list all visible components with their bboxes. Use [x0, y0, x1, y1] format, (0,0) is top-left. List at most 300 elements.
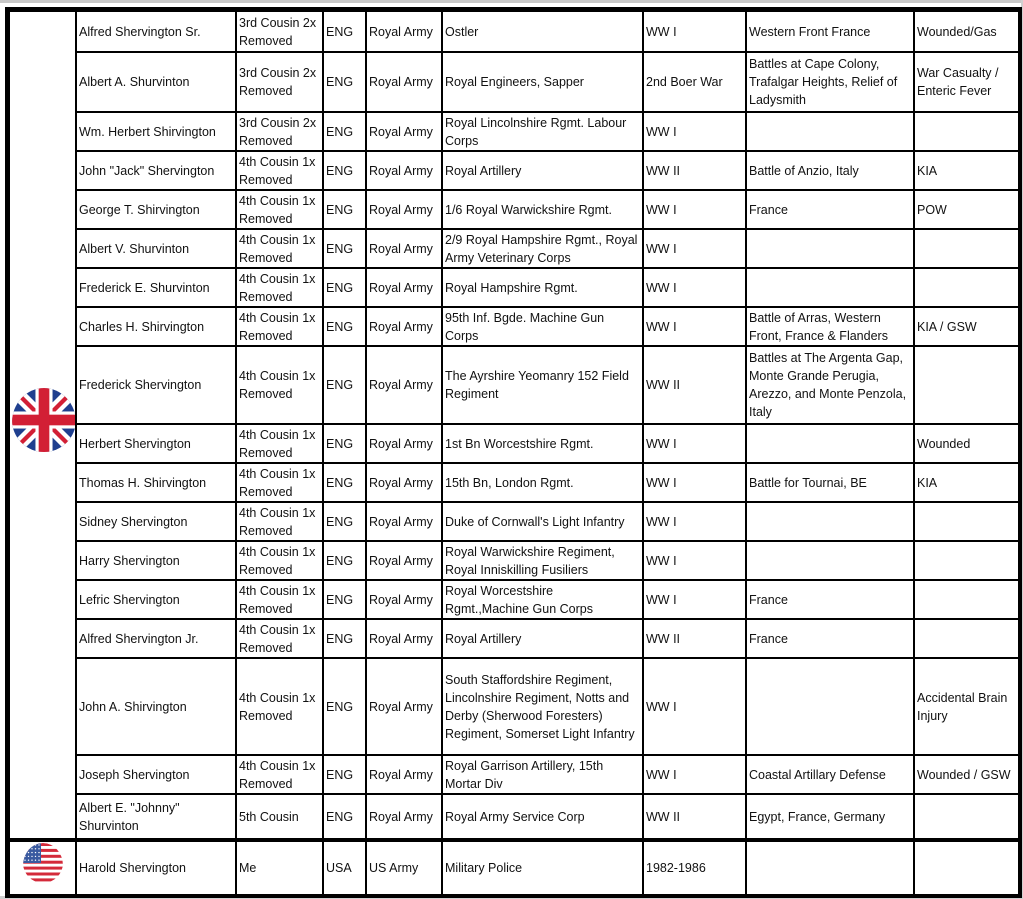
unit-text: 1st Bn Worcestshire Rgmt.	[445, 436, 594, 451]
unit-cell	[442, 755, 643, 794]
unit-text: 15th Bn, London Rgmt.	[445, 475, 574, 490]
branch-cell	[366, 307, 442, 346]
unit-cell	[442, 463, 643, 502]
table-row	[9, 502, 1019, 541]
us-flag-icon-cell	[9, 840, 76, 895]
war-text: WW I	[646, 202, 677, 217]
war-text: WW I	[646, 124, 677, 139]
name-text: Joseph Shervington	[79, 767, 190, 782]
country-cell	[323, 151, 366, 190]
relation-text: 4th Cousin 1x Removed	[239, 544, 316, 577]
war-text: WW I	[646, 319, 677, 334]
branch-cell	[366, 580, 442, 619]
relation-cell	[236, 52, 323, 112]
war-cell	[643, 268, 746, 307]
name-cell	[76, 502, 236, 541]
relation-cell	[236, 463, 323, 502]
country-text: ENG	[326, 163, 354, 178]
unit-text: South Staffordshire Regiment, Lincolnshire Regiment, Notts and Derby (Sherwood Foresters) Regiment, Somerset Light Infantry	[445, 672, 635, 741]
country-cell	[323, 424, 366, 463]
service-area-text: France	[749, 202, 788, 217]
war-cell	[643, 112, 746, 151]
unit-cell	[442, 52, 643, 112]
war-text: WW I	[646, 436, 677, 451]
unit-cell	[442, 151, 643, 190]
table-row	[9, 268, 1019, 307]
outcome-cell	[914, 307, 1019, 346]
service-area-text: Egypt, France, Germany	[749, 809, 886, 824]
war-cell	[643, 424, 746, 463]
country-cell	[323, 794, 366, 840]
name-text: Harry Shervington	[79, 553, 180, 568]
war-cell	[643, 229, 746, 268]
name-cell	[76, 112, 236, 151]
table-row	[9, 11, 1019, 52]
branch-text: Royal Army	[369, 280, 433, 295]
name-text: John A. Shirvington	[79, 699, 187, 714]
outcome-cell	[914, 11, 1019, 52]
relation-cell	[236, 755, 323, 794]
unit-text: Royal Artillery	[445, 163, 522, 178]
unit-cell	[442, 190, 643, 229]
war-text: WW II	[646, 163, 681, 178]
name-cell	[76, 424, 236, 463]
service-area-cell	[746, 580, 914, 619]
service-area-text: Battle for Tournai, BE	[749, 475, 867, 490]
outcome-cell	[914, 580, 1019, 619]
relation-text: 5th Cousin	[239, 809, 299, 824]
country-text: ENG	[326, 75, 354, 89]
branch-cell	[366, 658, 442, 755]
table-row	[9, 658, 1019, 755]
country-text: ENG	[326, 767, 354, 782]
outcome-cell	[914, 619, 1019, 658]
unit-cell	[442, 268, 643, 307]
relation-cell	[236, 346, 323, 424]
name-text: Frederick Shervington	[79, 378, 202, 392]
country-text: ENG	[326, 592, 354, 607]
war-text: WW II	[646, 631, 681, 646]
war-cell	[643, 346, 746, 424]
country-cell	[323, 541, 366, 580]
country-text: ENG	[326, 436, 354, 451]
branch-cell	[366, 151, 442, 190]
branch-text: Royal Army	[369, 124, 433, 139]
country-text: ENG	[326, 280, 354, 295]
branch-text: Royal Army	[369, 699, 433, 714]
country-text: ENG	[326, 202, 354, 217]
service-area-cell	[746, 151, 914, 190]
table-row	[9, 794, 1019, 840]
country-cell	[323, 658, 366, 755]
relation-cell	[236, 619, 323, 658]
name-cell	[76, 229, 236, 268]
relation-cell	[236, 190, 323, 229]
unit-cell	[442, 580, 643, 619]
unit-text: Royal Lincolnshire Rgmt. Labour Corps	[445, 115, 627, 148]
unit-cell	[442, 112, 643, 151]
unit-text: Royal Worcestshire Rgmt.,Machine Gun Corps	[445, 583, 593, 616]
outcome-cell	[914, 502, 1019, 541]
war-text: WW I	[646, 280, 677, 295]
war-cell	[643, 190, 746, 229]
name-text: George T. Shirvington	[79, 202, 200, 217]
name-text: Albert V. Shurvinton	[79, 241, 190, 256]
us-flag-icon	[23, 843, 63, 888]
name-cell	[76, 52, 236, 112]
relation-text: 3rd Cousin 2x Removed	[239, 66, 317, 98]
outcome-cell	[914, 346, 1019, 424]
country-text: ENG	[326, 475, 354, 490]
unit-text: Duke of Cornwall's Light Infantry	[445, 514, 625, 529]
military-service-table	[8, 10, 1020, 896]
relation-cell	[236, 151, 323, 190]
table-row	[9, 755, 1019, 794]
outcome-cell	[914, 52, 1019, 112]
unit-text: 1/6 Royal Warwickshire Rgmt.	[445, 202, 612, 217]
war-text: WW I	[646, 592, 677, 607]
name-text: Charles H. Shirvington	[79, 319, 205, 334]
country-cell	[323, 840, 366, 895]
war-cell	[643, 580, 746, 619]
country-text: ENG	[326, 319, 354, 334]
country-cell	[323, 190, 366, 229]
service-area-cell	[746, 112, 914, 151]
war-cell	[643, 52, 746, 112]
war-text: WW I	[646, 699, 677, 714]
unit-text: Royal Garrison Artillery, 15th Mortar Div	[445, 758, 604, 791]
branch-cell	[366, 840, 442, 895]
country-text: ENG	[326, 378, 354, 392]
name-cell	[76, 840, 236, 895]
outcome-text: War Casualty / Enteric Fever	[917, 66, 999, 98]
war-cell	[643, 755, 746, 794]
name-cell	[76, 346, 236, 424]
outcome-cell	[914, 268, 1019, 307]
outcome-text: KIA / GSW	[917, 319, 977, 334]
relation-text: Me	[239, 861, 257, 875]
war-text: WW I	[646, 767, 677, 782]
service-area-text: Battles at Cape Colony, Trafalgar Heights, Relief of Ladysmith	[749, 57, 898, 107]
country-cell	[323, 52, 366, 112]
table-row	[9, 580, 1019, 619]
relation-text: 4th Cousin 1x Removed	[239, 758, 316, 791]
service-area-text: Western Front France	[749, 24, 871, 39]
service-area-text: Coastal Artillary Defense	[749, 767, 886, 782]
country-cell	[323, 268, 366, 307]
name-cell	[76, 190, 236, 229]
branch-cell	[366, 794, 442, 840]
branch-text: Royal Army	[369, 378, 433, 392]
war-cell	[643, 151, 746, 190]
country-cell	[323, 112, 366, 151]
relation-text: 4th Cousin 1x Removed	[239, 369, 316, 401]
branch-text: US Army	[369, 861, 419, 875]
branch-cell	[366, 619, 442, 658]
top-edge	[0, 0, 1023, 3]
unit-text: Royal Hampshire Rgmt.	[445, 280, 578, 295]
country-text: ENG	[326, 24, 354, 39]
branch-text: Royal Army	[369, 767, 433, 782]
country-cell	[323, 619, 366, 658]
relation-text: 4th Cousin 1x Removed	[239, 271, 316, 304]
table-row	[9, 619, 1019, 658]
relation-text: 4th Cousin 1x Removed	[239, 193, 316, 226]
name-text: Wm. Herbert Shirvington	[79, 124, 216, 139]
war-cell	[643, 502, 746, 541]
service-area-text: Battle of Anzio, Italy	[749, 163, 859, 178]
country-cell	[323, 580, 366, 619]
war-cell	[643, 619, 746, 658]
war-cell	[643, 840, 746, 895]
relation-cell	[236, 580, 323, 619]
relation-cell	[236, 840, 323, 895]
service-area-cell	[746, 229, 914, 268]
relation-text: 4th Cousin 1x Removed	[239, 466, 316, 499]
table-row	[9, 52, 1019, 112]
outcome-cell	[914, 424, 1019, 463]
branch-cell	[366, 424, 442, 463]
unit-text: 95th Inf. Bgde. Machine Gun Corps	[445, 310, 605, 343]
service-area-cell	[746, 268, 914, 307]
relation-cell	[236, 112, 323, 151]
service-area-text: Battle of Arras, Western Front, France & Flanders	[749, 310, 888, 343]
country-cell	[323, 229, 366, 268]
relation-text: 3rd Cousin 2x Removed	[239, 15, 317, 48]
branch-text: Royal Army	[369, 809, 433, 824]
relation-text: 4th Cousin 1x Removed	[239, 583, 316, 616]
branch-text: Royal Army	[369, 75, 433, 89]
branch-text: Royal Army	[369, 436, 433, 451]
country-cell	[323, 307, 366, 346]
war-text: WW I	[646, 553, 677, 568]
unit-cell	[442, 229, 643, 268]
service-area-cell	[746, 658, 914, 755]
relation-cell	[236, 229, 323, 268]
outcome-text: KIA	[917, 163, 938, 178]
relation-cell	[236, 658, 323, 755]
unit-cell	[442, 541, 643, 580]
name-cell	[76, 268, 236, 307]
unit-text: Military Police	[445, 861, 523, 875]
relation-text: 4th Cousin 1x Removed	[239, 505, 316, 538]
service-area-text: Battles at The Argenta Gap, Monte Grande Perugia, Arezzo, and Monte Penzola, Italy	[749, 351, 907, 419]
country-text: ENG	[326, 514, 354, 529]
service-area-cell	[746, 541, 914, 580]
name-cell	[76, 11, 236, 52]
branch-cell	[366, 112, 442, 151]
unit-text: 2/9 Royal Hampshire Rgmt., Royal Army Veterinary Corps	[445, 232, 638, 265]
uk-flag-icon-cell	[9, 11, 76, 840]
unit-text: Royal Artillery	[445, 631, 522, 646]
outcome-text: Wounded/Gas	[917, 24, 997, 39]
war-text: WW I	[646, 241, 677, 256]
name-text: Frederick E. Shurvinton	[79, 280, 210, 295]
unit-text: Royal Engineers, Sapper	[445, 75, 584, 89]
country-text: ENG	[326, 699, 354, 714]
relation-text: 4th Cousin 1x Removed	[239, 427, 316, 460]
outcome-cell	[914, 229, 1019, 268]
relation-cell	[236, 502, 323, 541]
table-row	[9, 151, 1019, 190]
branch-text: Royal Army	[369, 319, 433, 334]
name-cell	[76, 580, 236, 619]
name-cell	[76, 619, 236, 658]
outcome-text: POW	[917, 202, 947, 217]
unit-cell	[442, 307, 643, 346]
war-cell	[643, 541, 746, 580]
war-text: WW II	[646, 809, 681, 824]
country-text: ENG	[326, 809, 354, 824]
name-text: Lefric Shervington	[79, 592, 180, 607]
war-cell	[643, 658, 746, 755]
war-text: WW I	[646, 514, 677, 529]
name-cell	[76, 755, 236, 794]
unit-text: Royal Warwickshire Regiment, Royal Inniskilling Fusiliers	[445, 544, 615, 577]
war-text: WW I	[646, 475, 677, 490]
unit-text: Ostler	[445, 24, 479, 39]
outcome-cell	[914, 190, 1019, 229]
outcome-text: Accidental Brain Injury	[917, 690, 1008, 723]
branch-cell	[366, 541, 442, 580]
unit-cell	[442, 11, 643, 52]
uk-flag-icon	[12, 388, 76, 457]
unit-text: The Ayrshire Yeomanry 152 Field Regiment	[445, 369, 629, 401]
branch-cell	[366, 229, 442, 268]
name-text: Sidney Shervington	[79, 514, 188, 529]
country-cell	[323, 346, 366, 424]
name-cell	[76, 794, 236, 840]
war-cell	[643, 11, 746, 52]
relation-text: 4th Cousin 1x Removed	[239, 310, 316, 343]
unit-cell	[442, 346, 643, 424]
branch-text: Royal Army	[369, 631, 433, 646]
service-area-cell	[746, 52, 914, 112]
name-cell	[76, 541, 236, 580]
name-text: Alfred Shervington Sr.	[79, 24, 201, 39]
country-cell	[323, 11, 366, 52]
table-row	[9, 112, 1019, 151]
war-text: WW I	[646, 24, 677, 39]
outcome-cell	[914, 541, 1019, 580]
relation-text: 4th Cousin 1x Removed	[239, 622, 316, 655]
war-cell	[643, 463, 746, 502]
country-text: ENG	[326, 631, 354, 646]
branch-cell	[366, 11, 442, 52]
unit-cell	[442, 424, 643, 463]
outcome-cell	[914, 112, 1019, 151]
relation-text: 3rd Cousin 2x Removed	[239, 115, 317, 148]
branch-cell	[366, 268, 442, 307]
name-text: Albert E. "Johnny" Shurvinton	[79, 800, 180, 833]
name-cell	[76, 151, 236, 190]
table-row	[9, 190, 1019, 229]
name-text: Alfred Shervington Jr.	[79, 631, 199, 646]
country-cell	[323, 755, 366, 794]
war-text: WW II	[646, 378, 681, 392]
service-area-cell	[746, 463, 914, 502]
table-row	[9, 307, 1019, 346]
branch-text: Royal Army	[369, 163, 433, 178]
war-text: 1982-1986	[646, 861, 706, 875]
branch-cell	[366, 52, 442, 112]
unit-text: Royal Army Service Corp	[445, 809, 585, 824]
name-text: Albert A. Shurvinton	[79, 75, 190, 89]
country-text: ENG	[326, 241, 354, 256]
outcome-cell	[914, 658, 1019, 755]
war-text: 2nd Boer War	[646, 75, 723, 89]
branch-text: Royal Army	[369, 475, 433, 490]
branch-text: Royal Army	[369, 241, 433, 256]
service-area-cell	[746, 794, 914, 840]
country-cell	[323, 463, 366, 502]
branch-text: Royal Army	[369, 553, 433, 568]
country-text: ENG	[326, 553, 354, 568]
name-cell	[76, 463, 236, 502]
service-area-cell	[746, 307, 914, 346]
table-row	[9, 229, 1019, 268]
table-row	[9, 463, 1019, 502]
relation-text: 4th Cousin 1x Removed	[239, 154, 316, 187]
branch-text: Royal Army	[369, 202, 433, 217]
outcome-text: Wounded / GSW	[917, 767, 1011, 782]
service-area-cell	[746, 190, 914, 229]
name-cell	[76, 307, 236, 346]
country-text: ENG	[326, 124, 354, 139]
outcome-cell	[914, 151, 1019, 190]
name-text: Thomas H. Shirvington	[79, 475, 207, 490]
service-area-text: France	[749, 592, 788, 607]
name-text: Harold Shervington	[79, 861, 187, 875]
branch-text: Royal Army	[369, 592, 433, 607]
outcome-cell	[914, 840, 1019, 895]
outcome-text: Wounded	[917, 436, 971, 451]
relation-cell	[236, 268, 323, 307]
unit-cell	[442, 619, 643, 658]
unit-cell	[442, 502, 643, 541]
table-row	[9, 346, 1019, 424]
name-text: John "Jack" Shervington	[79, 163, 215, 178]
war-cell	[643, 794, 746, 840]
war-cell	[643, 307, 746, 346]
unit-cell	[442, 794, 643, 840]
relation-cell	[236, 424, 323, 463]
outcome-text: KIA	[917, 475, 938, 490]
service-area-cell	[746, 11, 914, 52]
service-area-cell	[746, 840, 914, 895]
outcome-cell	[914, 463, 1019, 502]
country-cell	[323, 502, 366, 541]
table-row	[9, 424, 1019, 463]
branch-text: Royal Army	[369, 514, 433, 529]
name-text: Herbert Shervington	[79, 436, 191, 451]
service-area-cell	[746, 346, 914, 424]
service-area-text: France	[749, 631, 788, 646]
outcome-cell	[914, 794, 1019, 840]
branch-cell	[366, 346, 442, 424]
unit-cell	[442, 840, 643, 895]
branch-cell	[366, 190, 442, 229]
relation-text: 4th Cousin 1x Removed	[239, 232, 316, 265]
country-text: USA	[326, 861, 352, 875]
service-area-cell	[746, 502, 914, 541]
relation-cell	[236, 794, 323, 840]
relation-text: 4th Cousin 1x Removed	[239, 690, 316, 723]
relation-cell	[236, 11, 323, 52]
table-row	[9, 840, 1019, 895]
outcome-cell	[914, 755, 1019, 794]
branch-cell	[366, 463, 442, 502]
